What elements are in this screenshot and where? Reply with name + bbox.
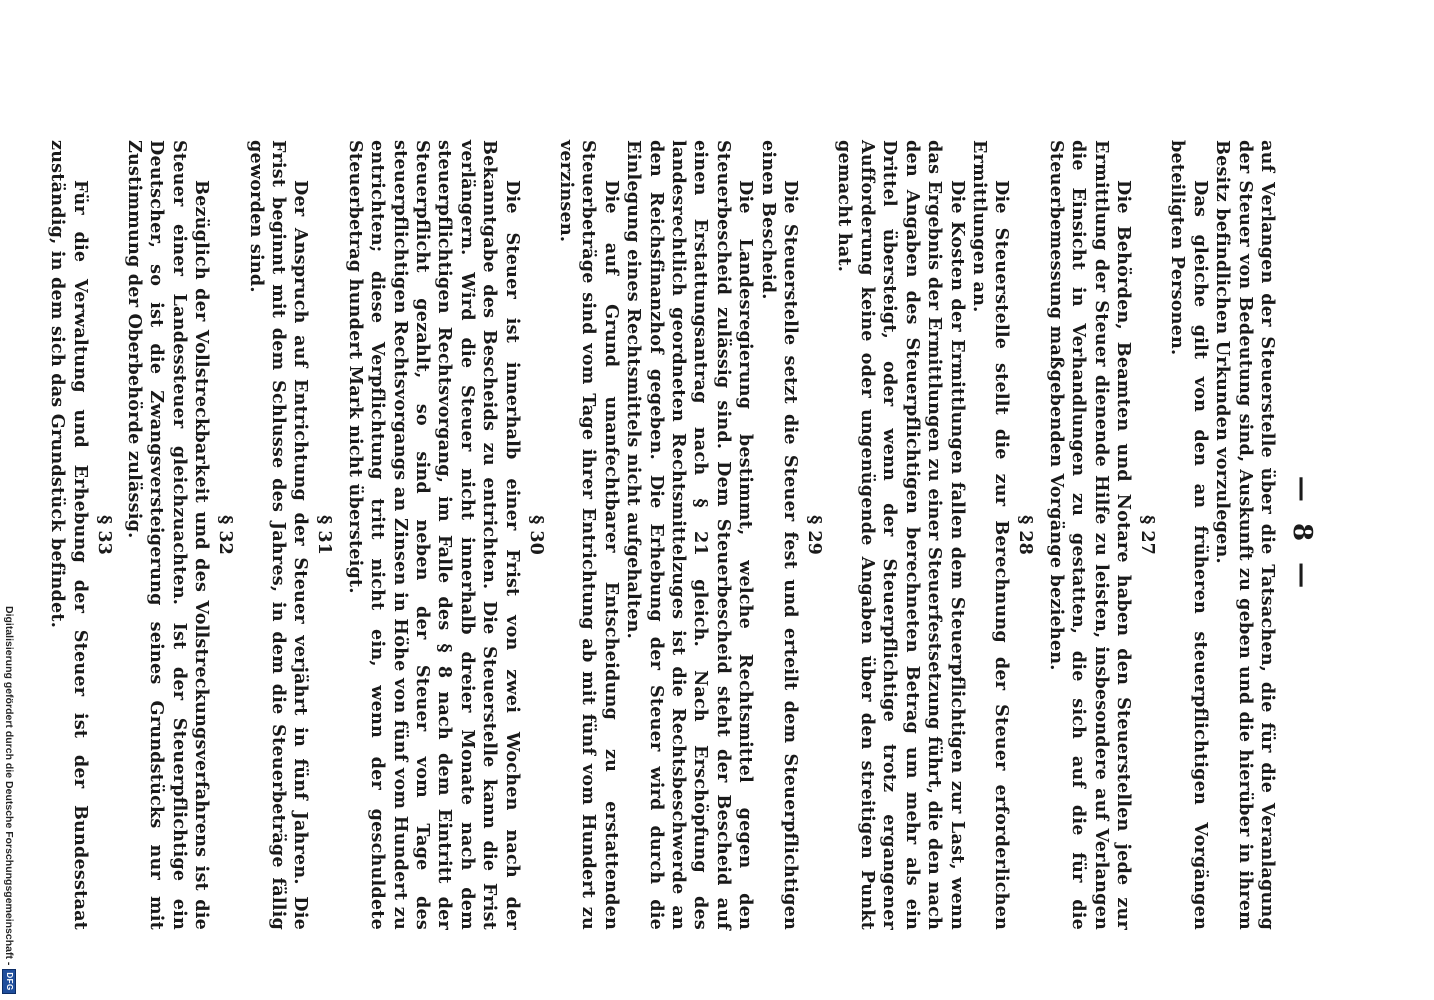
rotated-page [47, 140, 1320, 930]
section-heading: § 31 [314, 515, 336, 555]
section-heading: § 28 [1015, 515, 1037, 555]
footer-credit: Digitalisierung gefördert durch die Deutsche Forschungsgemeinschaft - [3, 606, 15, 966]
section-heading: § 30 [525, 515, 547, 555]
paragraph: Die Steuerstelle stellt die zur Berechnung der Steuer erforderlichen Ermittlungen an. [968, 140, 1013, 930]
section-heading: § 27 [1136, 515, 1158, 555]
page-content [46, 140, 1278, 930]
paragraph: Der Anspruch auf Entrichtung der Steuer verjährt in fünf Jahren. Die Frist beginnt mit dem Schlusse des Jahres, in dem die Steuerbeträge fällig geworden sind. [245, 140, 312, 930]
paragraph: Für die Verwaltung und Erhebung der Steuer ist der Bundesstaat zuständig, in dem sich das Grundstück befindet. [47, 140, 91, 930]
paragraph: Die Kosten der Ermittlungen fallen dem Steuerpflichtigen zur Last, wenn das Ergebnis der Ermittlungen zu einer Steuerfestsetzung führt, die den nach den Angaben des Steuerpflichtigen berechneten Betrag um mehr als ein Drittel übersteigt, oder wenn der Steuerpflichtige trotz ergangener Aufforderung keine oder ungenügende Angaben über den streitigen Punkt gemacht hat. [834, 140, 968, 930]
paragraph: Die Behörden, Beamten und Notare haben den Steuerstellen jede zur Ermittlung der Steuer dienende Hilfe zu leisten, insbesondere auf Verlangen die Einsicht in Verhandlungen zu gestatten, die sich auf die für die Steuerbemessung maßgebenden Vorgänge beziehen. [1045, 140, 1134, 930]
section-heading: § 33 [93, 515, 115, 555]
paragraph: Die Steuer ist innerhalb einer Frist von zwei Wochen nach der Bekanntgabe des Bescheids zu entrichten. Die Steuerstelle kann die Frist verlängern. Wird die Steuer nicht innerhalb dreier Monate nach dem steuerpflichtigen Rechtsvorgang, im Falle des § 8 nach dem Eintritt der Steuerpflicht gezahlt, so sind neben der Steuer vom Tage des steuerpflichtigen Rechtsvorgangs an Zinsen in Höhe von fünf vom Hundert zu entrichten; diese Verpflichtung tritt nicht ein, wenn der geschuldete Steuerbetrag hundert Mark nicht übersteigt. [344, 140, 523, 930]
paragraph: Das gleiche gilt von den an früheren steuerpflichtigen Vorgängen beteiligten Personen. [1167, 140, 1211, 930]
footer-line [2, 606, 16, 994]
section-heading: § 29 [804, 515, 826, 555]
paragraph: Die Landesregierung bestimmt, welche Rechtsmittel gegen den Steuerbescheid zulässig sind. Dem Steuerbescheid steht der Bescheid auf einen Erstattungsantrag nach § 21 gleich. Nach Erschöpfung des landesrechtlich geordneten Rechtsmittelzuges ist die Rechtsbeschwerde an den Reichsfinanzhof gegeben. Die Erhebung der Steuer wird durch die Einlegung eines Rechtsmittels nicht aufgehalten. [623, 140, 757, 930]
section-heading: § 32 [215, 515, 237, 555]
paragraph: Bezüglich der Vollstreckbarkeit und des Vollstreckungsverfahrens ist die Steuer einer Landessteuer gleichzuachten. Ist der Steuerpflichtige ein Deutscher, so ist die Zwangsversteigerung seines Grundstücks nur mit Zustimmung der Oberbehörde zulässig. [123, 140, 213, 930]
paragraph: Die Steuerstelle setzt die Steuer fest und erteilt dem Steuerpflichtigen einen Bescheid. [757, 140, 802, 930]
footer [2, 606, 16, 994]
page-number: — 8 — [1287, 475, 1317, 595]
paragraph: Die auf Grund unanfechtbarer Entscheidung zu erstattenden Steuerbeträge sind vom Tage ihrer Entrichtung ab mit fünf vom Hundert zu verzinsen. [556, 140, 622, 930]
dfg-logo: DFG [2, 969, 16, 993]
paragraph: auf Verlangen der Steuerstelle über die Tatsachen, die für die Veranlagung der Steuer von Bedeutung sind, Auskunft zu geben und die hierüber in ihrem Besitz befindlichen Urkunden vorzulegen. [1212, 140, 1278, 930]
